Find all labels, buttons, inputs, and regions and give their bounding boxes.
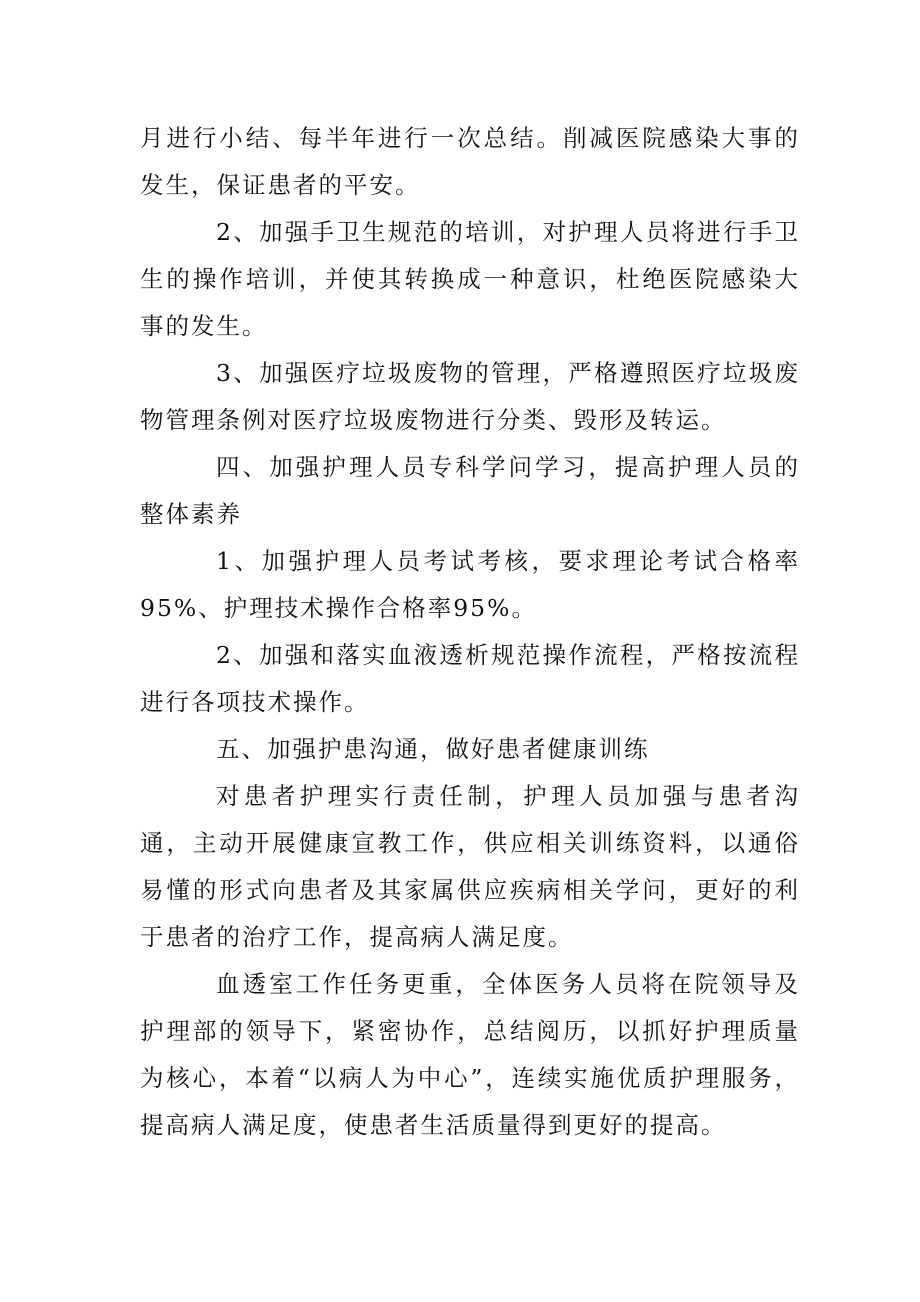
paragraph-3: 3、加强医疗垃圾废物的管理，严格遵照医疗垃圾废物管理条例对医疗垃圾废物进行分类、毁形及转运。 — [140, 359, 800, 434]
paragraph-2: 2、加强手卫生规范的培训，对护理人员将进行手卫生的操作培训，并使其转换成一种意识，杜绝医院感染大事的发生。 — [140, 218, 800, 340]
paragraph-5: 1、加强护理人员考试考核，要求理论考试合格率95%、护理技术操作合格率95%。 — [140, 547, 800, 622]
section-heading-5: 五、加强护患沟通，做好患者健康训练 — [216, 735, 650, 763]
paragraph-6: 2、加强和落实血液透析规范操作流程，严格按流程进行各项技术操作。 — [140, 641, 800, 716]
document-body — [140, 115, 800, 1149]
section-heading-4: 四、加强护理人员专科学问学习，提高护理人员的整体素养 — [140, 453, 800, 528]
paragraph-9: 血透室工作任务更重，全体医务人员将在院领导及护理部的领导下，紧密协作，总结阅历，以抓好护理质量为核心，本着“以病人为中心”，连续实施优质护理服务，提高病人满足度，使患者生活质量得到更好的提高。 — [140, 970, 800, 1139]
paragraph-8: 对患者护理实行责任制，护理人员加强与患者沟通，主动开展健康宣教工作，供应相关训练资料，以通俗易懂的形式向患者及其家属供应疾病相关学问，更好的利于患者的治疗工作，提高病人满足度。 — [140, 782, 800, 951]
paragraph-1: 月进行小结、每半年进行一次总结。削减医院感染大事的发生，保证患者的平安。 — [140, 124, 800, 199]
